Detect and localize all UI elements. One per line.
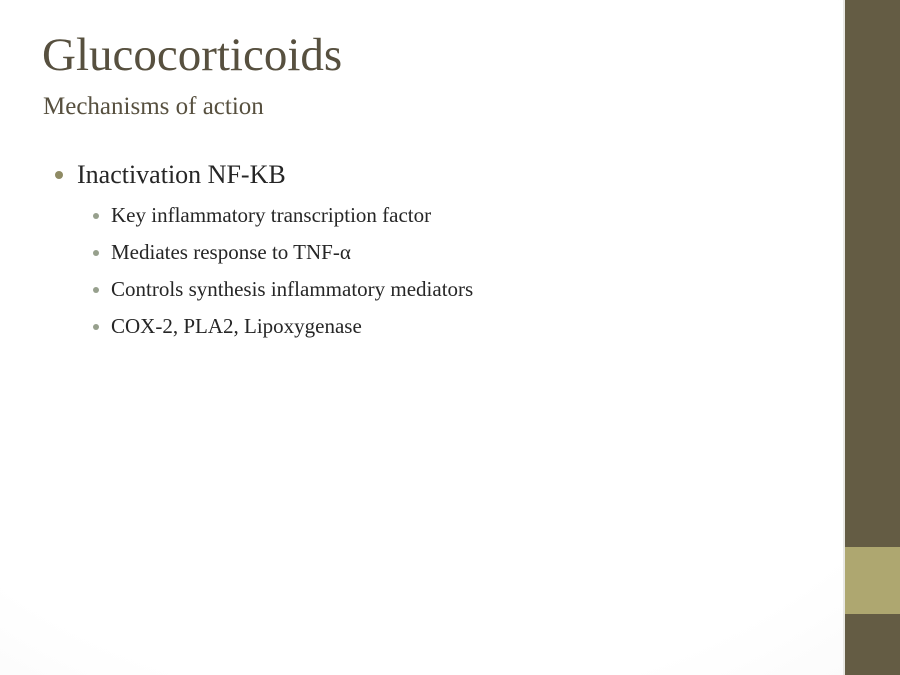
bullet-item-level1 [55, 160, 843, 190]
slide-subtitle: Mechanisms of action [43, 93, 264, 121]
bullet-dot-icon [93, 213, 99, 219]
sub-bullet-item [93, 197, 843, 234]
sub-bullet-text: COX-2, PLA2, Lipoxygenase [111, 314, 362, 339]
bullet-dot-icon [93, 324, 99, 330]
bullet-dot-icon [93, 250, 99, 256]
sub-bullet-list [93, 197, 843, 345]
sub-bullet-item [93, 271, 843, 308]
bullet-text: Inactivation NF-KB [77, 160, 286, 190]
sub-bullet-text: Key inflammatory transcription factor [111, 203, 432, 228]
sidebar-dark-segment-bottom [845, 614, 900, 675]
bullet-dot-icon [93, 287, 99, 293]
bullet-dot-icon [55, 171, 63, 179]
sub-bullet-text: Mediates response to TNF-α [111, 240, 351, 265]
sidebar-accent-segment [845, 547, 900, 614]
sub-bullet-item [93, 234, 843, 271]
sub-bullet-item [93, 308, 843, 345]
slide-title: Glucocorticoids [42, 29, 343, 81]
bullet-list [55, 160, 843, 345]
sub-bullet-text: Controls synthesis inflammatory mediators [111, 277, 474, 302]
sidebar-decoration [843, 0, 900, 675]
sidebar-dark-segment-top [845, 0, 900, 547]
